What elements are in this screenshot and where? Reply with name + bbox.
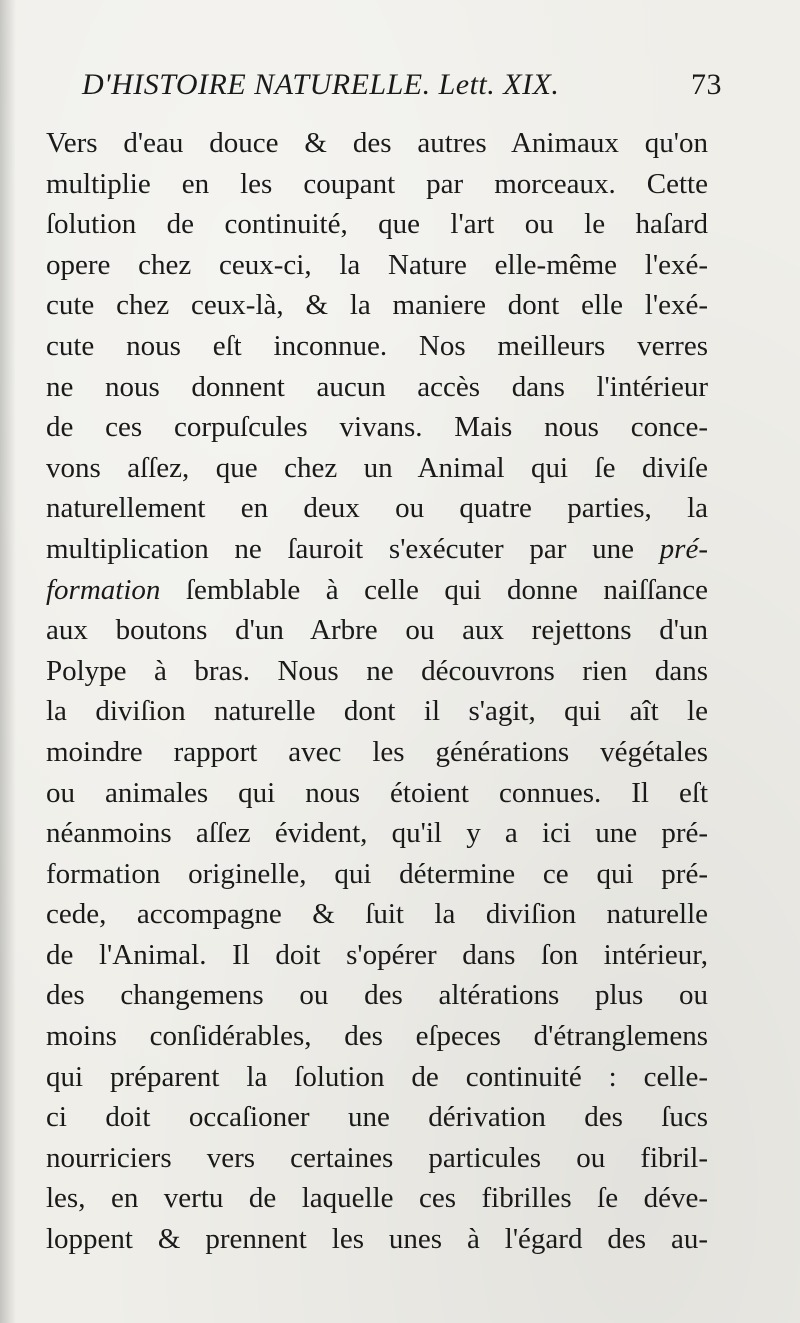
text-line: multiplie en les coupant par morceaux. Cette (46, 167, 708, 200)
text-line: opere chez ceux-ci, la Nature elle-même l'exé- (46, 248, 708, 281)
text-line: Polype à bras. Nous ne découvrons rien dans (46, 654, 708, 687)
running-head (82, 68, 722, 112)
text-line: ne nous donnent aucun accès dans l'intérieur (46, 370, 708, 403)
text-line: cede, accompagne & ſuit la diviſion naturelle (46, 898, 708, 931)
running-title: D'HISTOIRE NATURELLE. Lett. XIX. (82, 68, 560, 101)
text-segment: multiplication ne ſauroit s'exécuter par une (46, 532, 660, 565)
text-line: ci doit occaſioner une dérivation des ſucs (46, 1101, 708, 1134)
italic-term: formation (46, 573, 161, 606)
text-line: vons aſſez, que chez un Animal qui ſe diviſe (46, 451, 708, 484)
text-line: naturellement en deux ou quatre parties, la (46, 492, 708, 525)
text-segment: ſemblable à celle qui donne naiſſance (160, 573, 708, 606)
text-line: moindre rapport avec les générations végétales (46, 735, 708, 768)
text-line: ou animales qui nous étoient connues. Il eſt (46, 776, 708, 809)
text-line: formation originelle, qui détermine ce qui pré- (46, 857, 708, 890)
text-line: Vers d'eau douce & des autres Animaux qu'on (46, 127, 708, 159)
text-line: nourriciers vers certaines particules ou fibril- (46, 1141, 708, 1174)
text-line: ſolution de continuité, que l'art ou le haſard (46, 208, 708, 241)
text-line: qui préparent la ſolution de continuité : celle- (46, 1060, 708, 1093)
text-line: cute nous eſt inconnue. Nos meilleurs verres (46, 329, 708, 362)
text-line: loppent & prennent les unes à l'égard des au- (46, 1223, 708, 1256)
page-gutter-shadow (0, 0, 16, 1323)
body-text (46, 123, 708, 1260)
text-line: de ces corpuſcules vivans. Mais nous conce- (46, 411, 708, 444)
text-line: la diviſion naturelle dont il s'agit, qui aît le (46, 695, 708, 728)
text-line: néanmoins aſſez évident, qu'il y a ici une pré- (46, 817, 708, 850)
page-number: 73 (691, 68, 722, 101)
text-line: aux boutons d'un Arbre ou aux rejettons d'un (46, 614, 708, 647)
text-line: cute chez ceux-là, & la maniere dont elle l'exé- (46, 289, 708, 322)
text-line: de l'Animal. Il doit s'opérer dans ſon intérieur, (46, 938, 708, 971)
text-line: moins conſidérables, des eſpeces d'étranglemens (46, 1020, 708, 1053)
text-line: des changemens ou des altérations plus ou (46, 979, 708, 1012)
italic-term: pré- (659, 532, 708, 565)
text-line (46, 529, 708, 570)
text-line: les, en vertu de laquelle ces fibrilles ſe déve- (46, 1182, 708, 1215)
text-line (46, 570, 708, 611)
